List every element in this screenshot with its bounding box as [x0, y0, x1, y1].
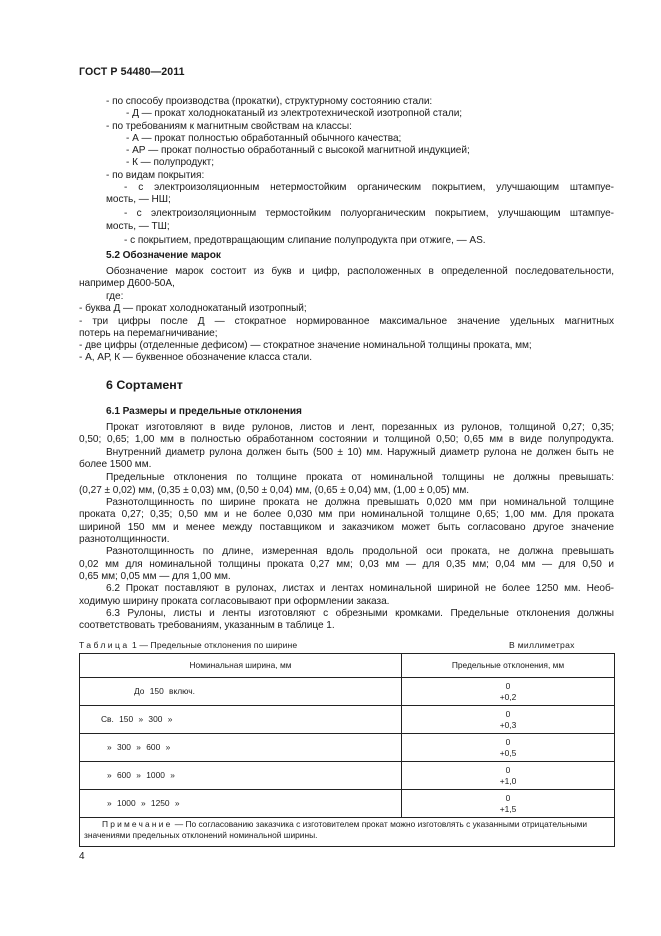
width-cell: » 1000 » 1250 »	[80, 790, 402, 818]
text-line: мость, — НШ;	[106, 194, 171, 205]
text-line: - по требованиям к магнитным свойствам на классы:	[106, 121, 352, 132]
text-line: (0,27 ± 0,02) мм, (0,35 ± 0,03) мм, (0,50 ± 0,04) мм, (0,65 ± 0,04) мм, (1,00 ± 0,05) мм.	[79, 485, 470, 496]
header-deviations: Предельные отклонения, мм	[402, 654, 615, 678]
note-text: — По согласованию заказчика с изготовителем прокат можно изготовлять с указанными отрицательными значениями предельных отклонений номинальной ширины.	[84, 819, 588, 840]
deviation-cell	[402, 734, 615, 762]
deviation-cell	[402, 678, 615, 706]
tolerance-table	[79, 653, 615, 847]
text-line: - А — прокат полностью обработанный обычного качества;	[126, 133, 402, 144]
table-row	[80, 790, 615, 818]
deviation-upper: +0,3	[499, 719, 517, 730]
text-line: Предельные отклонения по толщине проката от номинальной толщины не должны превышать:	[106, 472, 614, 483]
deviation-upper: +1,5	[499, 803, 517, 814]
text-line: - буква Д — прокат холоднокатаный изотропный;	[79, 303, 307, 314]
table-units: В миллиметрах	[509, 640, 575, 650]
text-line: проката 0,27; 0,35; 0,50 мм и не более 0,030 мм при номинальной толщине 0,65; 1,00 мм. Для проката	[79, 509, 614, 520]
deviation-lower: 0	[505, 709, 511, 719]
text-line: - с покрытием, предотвращающим слипание полупродукта при отжиге, — AS.	[124, 235, 486, 246]
text-line: ходимую ширину проката согласовывают при оформлении заказа.	[79, 596, 390, 607]
width-cell: » 600 » 1000 »	[80, 762, 402, 790]
text-line: - по способу производства (прокатки), структурному состоянию стали:	[106, 96, 433, 107]
text-line: например Д600-50А,	[79, 278, 175, 289]
deviation-cell	[402, 706, 615, 734]
text-line: - с электроизоляционным термостойким полуорганическим покрытием, улучшающим штампуе-	[124, 208, 614, 219]
text-line: Разнотолщинность по ширине проката не должна превышать 0,020 мм при номинальной толщине	[106, 497, 614, 508]
text-line: 0,02 мм для номинальной толщины проката 0,27 мм; 0,03 мм — для 0,35 мм; 0,04 мм — для 0,50 и	[79, 559, 614, 570]
text-line: - три цифры после Д — стократное нормированное максимальное значение удельных магнитных	[79, 316, 614, 327]
width-cell: Св. 150 » 300 »	[80, 706, 402, 734]
text-line: 6.2 Прокат поставляют в рулонах, листах и лентах номинальной шириной не более 1250 мм. Необ-	[106, 583, 614, 594]
text-line: разнотолщинности.	[79, 534, 170, 545]
deviation-lower: 0	[505, 793, 511, 803]
deviation-upper: +0,5	[499, 747, 517, 758]
table-caption-label: Таблица	[79, 640, 130, 650]
text-line: Обозначение марок состоит из букв и цифр, расположенных в определенной последовательности,	[106, 266, 614, 277]
section-heading-5-2: 5.2 Обозначение марок	[106, 250, 221, 261]
table-caption	[79, 640, 297, 650]
section-heading-6: 6 Сортамент	[106, 378, 183, 392]
text-line: 0,50; 0,65; 1,00 мм в полностью обработанном состоянии и толщиной 0,50; 0,65 мм в виде полупродукта.	[79, 434, 614, 445]
table-note-row	[80, 818, 615, 847]
document-header: ГОСТ Р 54480—2011	[79, 66, 185, 78]
note-label: Примечание	[102, 819, 173, 829]
text-line: потерь на перемагничивание;	[79, 328, 218, 339]
deviation-lower: 0	[505, 765, 511, 775]
text-line: 6.3 Рулоны, листы и ленты изготовляют с обрезными кромками. Предельные отклонения должны	[106, 608, 614, 619]
header-nominal-width: Номинальная ширина, мм	[80, 654, 402, 678]
section-heading-6-1: 6.1 Размеры и предельные отклонения	[106, 406, 302, 417]
table-row	[80, 706, 615, 734]
text-line: - по видам покрытия:	[106, 170, 205, 181]
deviation-upper: +0,2	[499, 691, 517, 702]
text-line: - две цифры (отделенные дефисом) — стократное значение номинальной толщины проката, мм;	[79, 340, 532, 351]
text-line: мость, — ТШ;	[106, 221, 170, 232]
table-row	[80, 734, 615, 762]
text-line: шириной 150 мм и менее между поставщиком и заказчиком может быть согласовано другое значение	[79, 522, 614, 533]
table-header-row	[80, 654, 615, 678]
text-line: - А, АР, К — буквенное обозначение класса стали.	[79, 352, 312, 363]
text-line: - АР — прокат полностью обработанный с высокой магнитной индукцией;	[126, 145, 470, 156]
table-note	[80, 818, 615, 847]
page-number: 4	[79, 851, 85, 862]
table-row	[80, 678, 615, 706]
deviation-cell	[402, 762, 615, 790]
text-line: где:	[106, 291, 124, 302]
text-line: - Д — прокат холоднокатаный из электротехнической изотропной стали;	[126, 108, 463, 119]
deviation-upper: +1,0	[499, 775, 517, 786]
text-line: - К — полупродукт;	[126, 157, 215, 168]
text-line: более 1500 мм.	[79, 459, 152, 470]
text-line: 0,65 мм; 0,05 мм — для 1,00 мм.	[79, 571, 231, 582]
deviation-lower: 0	[505, 737, 511, 747]
text-line: - с электроизоляционным нетермостойким органическим покрытием, улучшающим штампуе-	[124, 182, 614, 193]
text-line: Внутренний диаметр рулона должен быть (500 ± 10) мм. Наружный диаметр рулона не должен быть не	[106, 447, 614, 458]
text-line: Прокат изготовляют в виде рулонов, листов и лент, порезанных из рулонов, толщиной 0,27; 0,35;	[106, 422, 614, 433]
table-caption-text: 1 — Предельные отклонения по ширине	[129, 640, 298, 650]
table-row	[80, 762, 615, 790]
width-cell: До 150 включ.	[80, 678, 402, 706]
text-line: Разнотолщинность по длине, измеренная вдоль продольной оси проката, не должна превышать	[106, 546, 614, 557]
text-line: соответствовать требованиям, указанным в таблице 1.	[79, 620, 335, 631]
deviation-cell	[402, 790, 615, 818]
width-cell: » 300 » 600 »	[80, 734, 402, 762]
deviation-lower: 0	[505, 681, 511, 691]
